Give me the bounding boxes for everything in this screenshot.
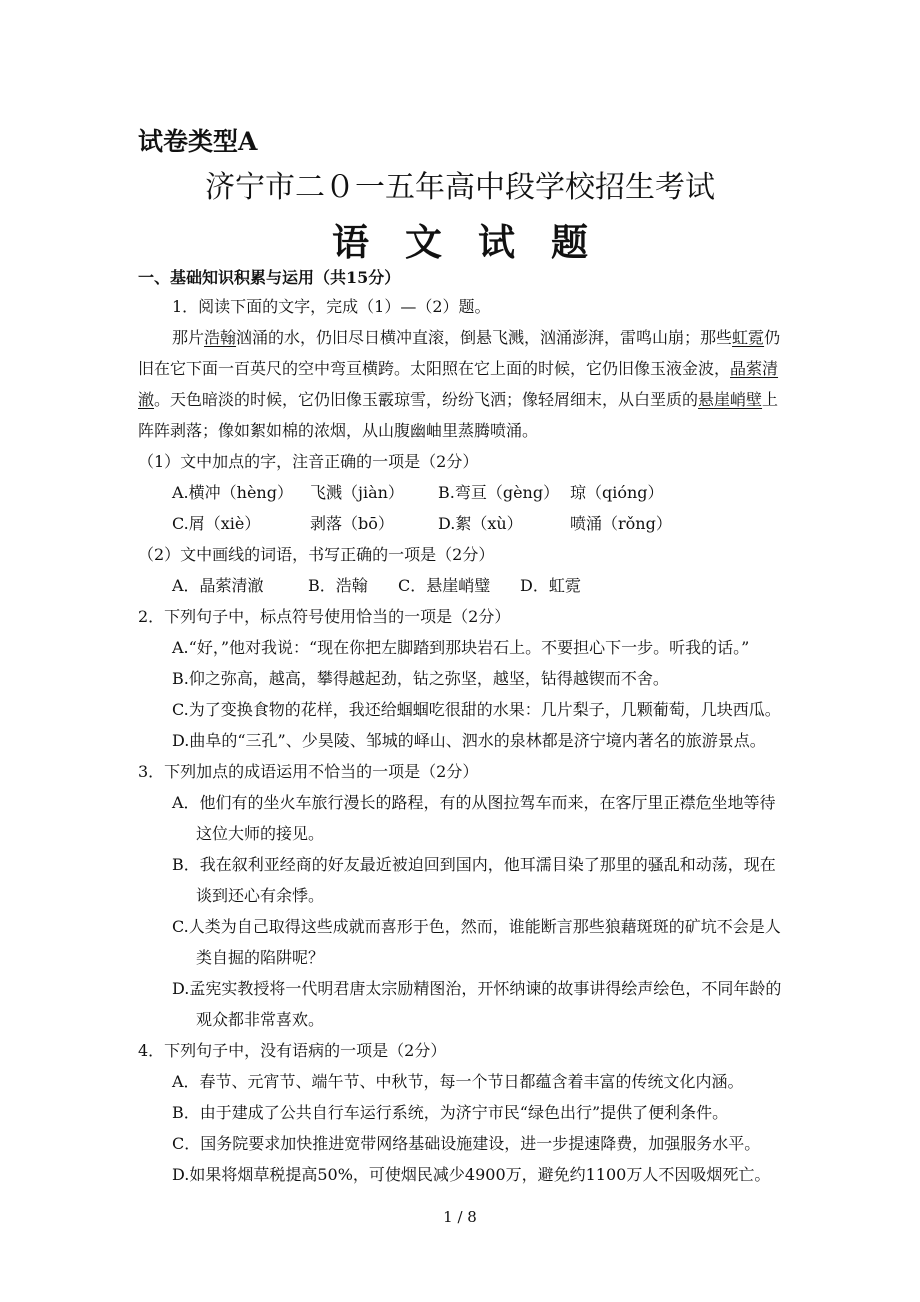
q1-sub2-option-b: B．浩翰: [308, 576, 368, 595]
q1-sub1-option-b: B.弯亘（gèng）: [438, 483, 560, 502]
q1-sub2-option-d: D．虹霓: [520, 576, 581, 595]
section-heading: 一、基础知识积累与运用（共15分）: [138, 268, 401, 287]
subject-title: 语文试题: [332, 220, 624, 264]
q1-sub1-option-b2: 琼（qióng）: [570, 483, 664, 502]
q3-stem: 3．下列加点的成语运用不恰当的一项是（2分）: [138, 762, 479, 781]
passage-line-1: 那片浩翰汹涌的水，仍旧尽日横冲直滚，倒悬飞溅，汹涌澎湃，雷鸣山崩；那些虹霓仍: [172, 328, 781, 347]
q2-option-a: A.“好，”他对我说：“现在你把左脚踏到那块岩石上。不要担心下一步。听我的话。”: [172, 638, 750, 657]
exam-title: 济宁市二０一五年高中段学校招生考试: [205, 170, 715, 205]
q3-option-b: B．我在叙利亚经商的好友最近被迫回到国内，他耳濡目染了那里的骚乱和动荡，现在: [172, 855, 776, 874]
underlined-word: 澈: [138, 390, 155, 409]
q1-sub2-option-a: A．晶萦清澈: [172, 576, 264, 595]
q1-sub1-option-a2: 飞溅（jiàn）: [310, 483, 404, 502]
q2-option-b: B.仰之弥高，越高，攀得越起劲，钻之弥坚，越坚，钻得越锲而不舍。: [172, 669, 669, 688]
q2-option-d: D.曲阜的“三孔”、少昊陵、邹城的峄山、泗水的泉林都是济宁境内著名的旅游景点。: [172, 731, 766, 750]
q4-option-a: A．春节、元宵节、端午节、中秋节，每一个节日都蕴含着丰富的传统文化内涵。: [172, 1072, 744, 1091]
q3-option-a: A．他们有的坐火车旅行漫长的路程，有的从图拉驾车而来，在客厅里正襟危坐地等待: [172, 793, 776, 812]
q3-option-a-cont: 这位大师的接见。: [196, 824, 325, 843]
underlined-word: 悬崖峭壁: [698, 390, 763, 409]
underlined-word: 晶萦清: [730, 359, 779, 378]
q3-option-c: C.人类为自己取得这些成就而喜形于色，然而，谁能断言那些狼藉斑斑的矿坑不会是人: [172, 917, 781, 936]
underlined-word: 浩翰: [204, 328, 237, 347]
q1-sub1-option-c2: 剥落（bō）: [310, 514, 394, 533]
q3-option-b-cont: 谈到还心有余悸。: [196, 886, 325, 905]
q2-stem: 2．下列句子中，标点符号使用恰当的一项是（2分）: [138, 607, 511, 626]
q1-sub1-option-d: D.絮（xù）: [438, 514, 523, 533]
passage-line-3: 澈。天色暗淡的时候，它仍旧像玉霰琼雪，纷纷飞洒；像轻屑细末，从白垩质的悬崖峭壁上: [138, 390, 779, 409]
q4-option-b: B．由于建成了公共自行车运行系统，为济宁市民“绿色出行”提供了便利条件。: [172, 1103, 729, 1122]
q3-option-d-cont: 观众都非常喜欢。: [196, 1010, 325, 1029]
q1-sub2-option-c: C．悬崖峭璧: [398, 576, 491, 595]
q4-stem: 4．下列句子中，没有语病的一项是（2分）: [138, 1041, 447, 1060]
q2-option-c: C.为了变换食物的花样，我还给蝈蝈吃很甜的水果：几片梨子，几颗葡萄，几块西瓜。: [172, 700, 781, 719]
q3-option-c-cont: 类自掘的陷阱呢？: [196, 948, 325, 967]
q1-sub1-option-c: C.屑（xiè）: [172, 514, 261, 533]
page-number: 1 / 8: [443, 1208, 477, 1226]
q1-sub2-stem: （2）文中画线的词语，书写正确的一项是（2分）: [138, 545, 495, 564]
q1-sub1-option-d2: 喷涌（rǒng）: [570, 514, 672, 533]
paper-type: 试卷类型A: [138, 127, 258, 156]
q4-option-c: C．国务院要求加快推进宽带网络基础设施建设，进一步提速降费，加强服务水平。: [172, 1134, 761, 1153]
q3-option-d: D.孟宪实教授将一代明君唐太宗励精图治，开怀纳谏的故事讲得绘声绘色，不同年龄的: [172, 979, 782, 998]
passage-line-4: 阵阵剥落；像如絮如棉的浓烟，从山腹幽岫里蒸腾喷涌。: [138, 421, 539, 440]
q1-stem: 1．阅读下面的文字，完成（1）—（2）题。: [172, 297, 491, 316]
q1-sub1-option-a: A.横冲（hèng）: [172, 483, 293, 502]
passage-line-2: 旧在它下面一百英尺的空中弯亘横跨。太阳照在它上面的时候，它仍旧像玉液金波，晶萦清: [138, 359, 779, 378]
underlined-word: 虹霓: [732, 328, 765, 347]
q4-option-d: D.如果将烟草税提高50%，可使烟民减少4900万，避免约1100万人不因吸烟死亡。: [172, 1165, 771, 1184]
q1-sub1-stem: （1）文中加点的字，注音正确的一项是（2分）: [138, 452, 479, 471]
